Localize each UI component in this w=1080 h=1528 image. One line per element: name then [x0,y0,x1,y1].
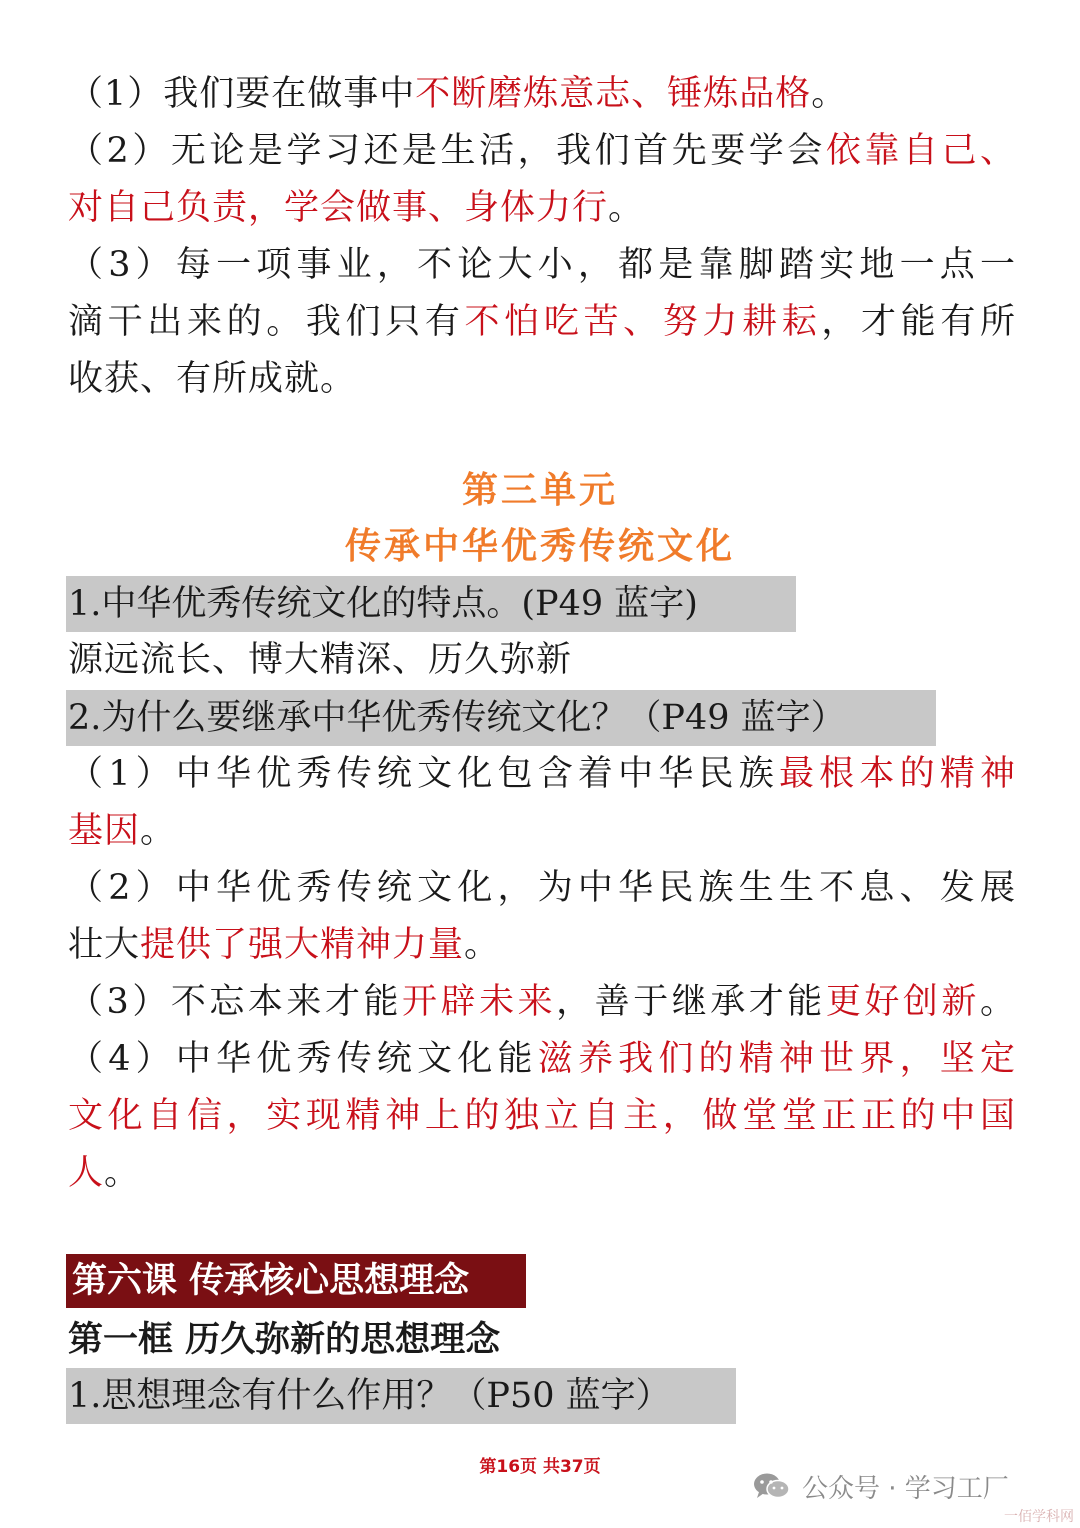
point-3-line-2 [68,294,1016,351]
answer-2-line-1: （2）中华优秀传统文化，为中华民族生生不息、发展 [68,868,1016,908]
answer-3-line [68,974,1016,1031]
corner-watermark: 一佰学科网 [1004,1509,1074,1525]
question-2: 2.为什么要继承中华优秀传统文化？（P49 蓝字） [68,698,846,738]
answer-2-text: 壮大 [68,925,141,965]
watermark [752,1466,1009,1506]
wechat-icon [752,1471,792,1501]
point-3-text: 滴干出来的。我们只有 [68,302,465,342]
answer-4-end: 。 [104,1153,141,1193]
answer-2-line-2 [68,917,1016,974]
answer-4-emphasis-1: 滋养我们的精神世界，坚定 [537,1039,1016,1079]
answer-1-emphasis-2: 基因 [68,811,141,851]
point-2-text: （2）无论是学习还是生活，我们首先要学会 [68,131,826,171]
answer-3-emphasis-2: 更好创新 [825,982,980,1022]
point-2-emphasis-2: 对自己负责，学会做事、身体力行 [68,188,609,228]
question-1: 1.中华优秀传统文化的特点。(P49 蓝字) [68,584,698,624]
point-2-line-2 [68,180,1016,237]
answer-3-emphasis-1: 开辟未来 [402,982,557,1022]
point-3-text-2: ，才能有所 [821,302,1016,342]
unit-number: 第三单元 [461,469,618,511]
answer-4-line-1 [68,1031,1016,1088]
point-3-line-1: （3）每一项事业，不论大小，都是靠脚踏实地一点一 [68,245,1016,285]
answer-4-line-3 [68,1145,1016,1202]
answer-4-line-2: 文化自信，实现精神上的独立自主，做堂堂正正的中国 [68,1096,1016,1136]
answer-3-text: （3）不忘本来才能 [68,982,403,1022]
answer-1-emphasis: 最根本的精神 [778,754,1016,794]
answer-1-end: 。 [140,811,177,851]
answer-2-emphasis: 提供了强大精神力量 [140,925,465,965]
point-2-end: 。 [608,188,645,228]
point-2-emphasis-1: 依靠自己、 [825,131,1016,171]
answer-1-line-1 [68,746,1016,803]
answer-1-text: （1）中华优秀传统文化包含着中华民族 [68,754,779,794]
answer-1-line-2 [68,803,1016,860]
point-3-line-3: 收获、有所成就。 [68,359,357,399]
lesson-title: 第六课 传承核心思想理念 [66,1254,526,1308]
point-1-text: （1）我们要在做事中 [68,74,416,114]
question-1-answer: 源远流长、博大精深、历久弥新 [68,640,573,680]
point-1-end: 。 [811,74,848,114]
page-number: 第16页 共37页 [479,1457,601,1477]
point-1-emphasis: 不断磨炼意志、锤炼品格 [415,74,812,114]
answer-4-emphasis-3: 人 [68,1153,105,1193]
answer-2-end: 。 [464,925,501,965]
point-1-line [68,66,1016,123]
unit-title: 传承中华优秀传统文化 [344,525,735,567]
watermark-text: 公众号 · 学习工厂 [802,1473,1009,1504]
lesson-question-1: 1.思想理念有什么作用？（P50 蓝字） [68,1376,671,1416]
answer-3-end: 。 [979,982,1016,1022]
point-3-emphasis: 不怕吃苦、努力耕耘 [464,302,822,342]
answer-4-text: （4）中华优秀传统文化能 [68,1039,538,1079]
section-title: 第一框 历久弥新的思想理念 [68,1319,501,1360]
answer-3-text-2: ，善于继承才能 [556,982,826,1022]
point-2-line-1 [68,123,1016,180]
